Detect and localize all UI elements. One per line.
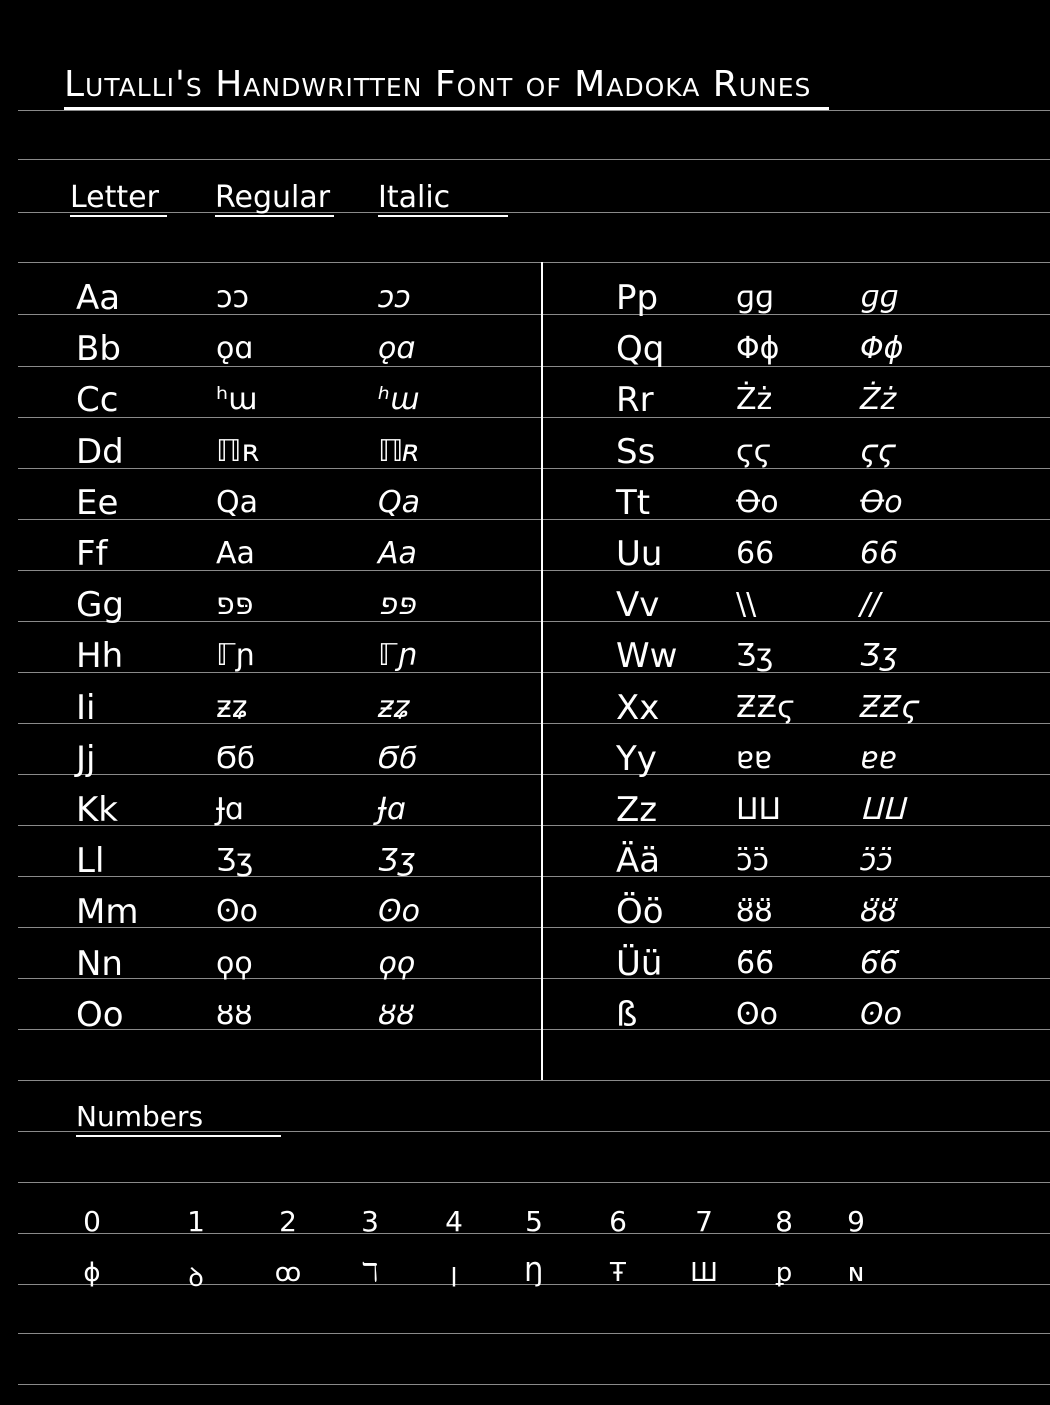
header-regular: Regular [215, 180, 334, 217]
rune-regular-cell: ℾɲ [216, 638, 256, 674]
rune-regular-cell: ɔ̈ɔ̈ [736, 843, 769, 879]
rune-italic-cell: 66 [860, 536, 899, 571]
rune-italic-cell: // [860, 587, 881, 623]
digit-label: 7 [695, 1205, 713, 1238]
rune-regular-cell: Aa [216, 536, 255, 571]
letter-cell: Pp [616, 278, 659, 318]
rune-regular-cell: Żż [736, 382, 773, 418]
ruled-line [18, 876, 1050, 877]
rune-italic-cell: ǫɑ [378, 331, 416, 367]
digit-label: 6 [609, 1205, 627, 1238]
letter-cell: Xx [616, 687, 660, 728]
rune-italic-cell: ↄɔ [378, 280, 411, 315]
ruled-line [18, 110, 1050, 111]
rune-regular-cell: ǫɑ [216, 331, 254, 367]
letter-cell: Aa [76, 278, 121, 318]
rune-italic-cell: ɔ̈ɔ̈ [860, 843, 893, 879]
ruled-line [18, 1080, 1050, 1081]
letter-cell: Ll [76, 841, 105, 882]
letter-cell: Tt [616, 482, 651, 523]
rune-regular-cell: פּפ [216, 587, 254, 623]
rune-italic-cell: ɐɐ [860, 740, 897, 776]
rune-regular-cell: \\ [736, 587, 757, 623]
rune-regular-cell: ɡɡ [736, 280, 775, 315]
letter-cell: Ff [76, 534, 108, 574]
rune-italic-cell: Ꝋo [860, 484, 903, 520]
rune-regular-cell: 66 [736, 536, 775, 571]
letter-cell: Gg [76, 585, 124, 626]
rune-regular-cell: Ʒʒ [216, 843, 254, 879]
digit-label: 4 [445, 1205, 463, 1238]
letter-cell: Kk [76, 790, 118, 830]
header-italic: Italic [378, 180, 508, 217]
rune-regular-cell: Ꝋo [736, 484, 779, 520]
rune-italic-cell: Ʒʒ [860, 638, 898, 674]
letter-cell: Mm [76, 892, 139, 933]
rune-italic-cell: ℾɲ [378, 638, 418, 674]
rune-regular-cell: Qa [216, 484, 258, 520]
rune-regular-cell: Φɸ [736, 331, 780, 367]
ruled-line [18, 159, 1050, 160]
numbers-heading: Numbers [76, 1100, 281, 1137]
digit-label: 5 [525, 1205, 543, 1238]
ruled-line [18, 1333, 1050, 1334]
digit-rune: ɴ [847, 1258, 865, 1288]
letter-cell: Öö [616, 892, 664, 933]
rune-italic-cell: ʰɯ [378, 382, 420, 418]
ruled-line [18, 621, 1050, 622]
page-title: Lutalli's Handwritten Font of Madoka Runes [64, 64, 829, 110]
rune-italic-cell: 6̈6̈ [860, 945, 899, 981]
rune-italic-cell: ⵡⵡ [860, 792, 906, 827]
letter-cell: Rr [616, 380, 654, 421]
rune-regular-cell: ȣȣ [216, 996, 253, 1032]
letter-cell: Nn [76, 943, 123, 984]
rune-italic-cell: ℿʀ [378, 433, 422, 469]
header-letter: Letter [70, 180, 167, 217]
rune-regular-cell: ↄɔ [216, 280, 249, 315]
ruled-line [18, 212, 1050, 213]
letter-cell: Hh [76, 636, 124, 677]
rune-italic-cell: ϛϛ [860, 433, 896, 469]
rune-regular-cell: ℿʀ [216, 433, 260, 469]
rune-regular-cell: Ϭϭ [216, 740, 256, 776]
digit-label: 0 [83, 1205, 101, 1238]
letter-cell: Üü [616, 943, 663, 984]
rune-regular-cell: ⵡⵡ [736, 792, 782, 827]
rune-italic-cell: פּפ [378, 587, 416, 623]
rune-italic-cell: Ɉɑ [378, 792, 406, 827]
digit-rune: Ш [690, 1258, 718, 1288]
digit-label: 2 [279, 1205, 297, 1238]
digit-rune: ꞁ [450, 1258, 458, 1288]
digit-rune: ɸ [83, 1258, 101, 1288]
digit-rune: Ŧ [610, 1258, 626, 1288]
digit-rune: Ŋ [524, 1258, 544, 1288]
digit-label: 1 [187, 1205, 205, 1238]
rune-italic-cell: ȣ̈ȣ̈ [860, 894, 897, 930]
letter-cell: Cc [76, 380, 119, 421]
letter-cell: Ee [76, 482, 119, 523]
rune-italic-cell: Φɸ [860, 331, 904, 367]
digit-rune: ꝑ [775, 1258, 793, 1288]
digit-rune: ꝏ [274, 1258, 302, 1288]
letter-cell: Jj [76, 738, 96, 779]
letter-cell: Qq [616, 329, 665, 370]
digit-label: 3 [361, 1205, 379, 1238]
ruled-line [18, 1384, 1050, 1385]
column-divider [541, 262, 543, 1080]
rune-regular-cell: ʰɯ [216, 382, 258, 418]
letter-cell: ß [616, 994, 638, 1035]
rune-regular-cell: Ʒʒ [736, 638, 774, 674]
letter-cell: Oo [76, 994, 124, 1035]
rune-italic-cell: ƵƵϛ [860, 689, 919, 725]
letter-cell: Yy [616, 738, 657, 779]
rune-regular-cell: ϛϛ [736, 433, 772, 469]
letter-cell: Ww [616, 636, 678, 677]
rune-italic-cell: ʘo [860, 996, 902, 1032]
letter-cell: Dd [76, 431, 124, 472]
rune-regular-cell: ȣ̈ȣ̈ [736, 894, 773, 930]
rune-regular-cell: Ɉɑ [216, 792, 244, 827]
rune-italic-cell: ȣȣ [378, 996, 415, 1032]
rune-italic-cell: Aa [378, 536, 417, 571]
digit-rune: ꝺ [188, 1263, 204, 1293]
letter-cell: Vv [616, 585, 660, 626]
ruled-line [18, 1182, 1050, 1183]
ruled-line [18, 262, 1050, 263]
rune-italic-cell: ʘo [378, 894, 420, 930]
letter-cell: Zz [616, 790, 658, 830]
rune-regular-cell: ƵƵϛ [736, 689, 795, 725]
letter-cell: Uu [616, 534, 663, 574]
digit-label: 9 [847, 1205, 865, 1238]
rune-italic-cell: ƶʑ [378, 689, 410, 725]
rune-regular-cell: ɐɐ [736, 740, 773, 776]
letter-cell: Ää [616, 841, 661, 882]
letter-cell: Ss [616, 431, 656, 472]
rune-italic-cell: ϙϙ [378, 945, 415, 981]
digit-label: 8 [775, 1205, 793, 1238]
rune-regular-cell: ʘo [216, 894, 258, 930]
rune-italic-cell: ɡɡ [860, 280, 899, 315]
letter-cell: Ii [76, 687, 96, 728]
rune-italic-cell: Qa [378, 484, 420, 520]
letter-cell: Bb [76, 329, 121, 370]
rune-regular-cell: 6̈6̈ [736, 945, 775, 981]
rune-regular-cell: ʘo [736, 996, 778, 1032]
rune-regular-cell: ƶʑ [216, 689, 248, 725]
rune-italic-cell: Ϭϭ [378, 740, 418, 776]
digit-rune: ℸ [361, 1258, 379, 1288]
rune-italic-cell: Żż [860, 382, 897, 418]
rune-italic-cell: Ʒʒ [378, 843, 416, 879]
rune-regular-cell: ϙϙ [216, 945, 253, 981]
